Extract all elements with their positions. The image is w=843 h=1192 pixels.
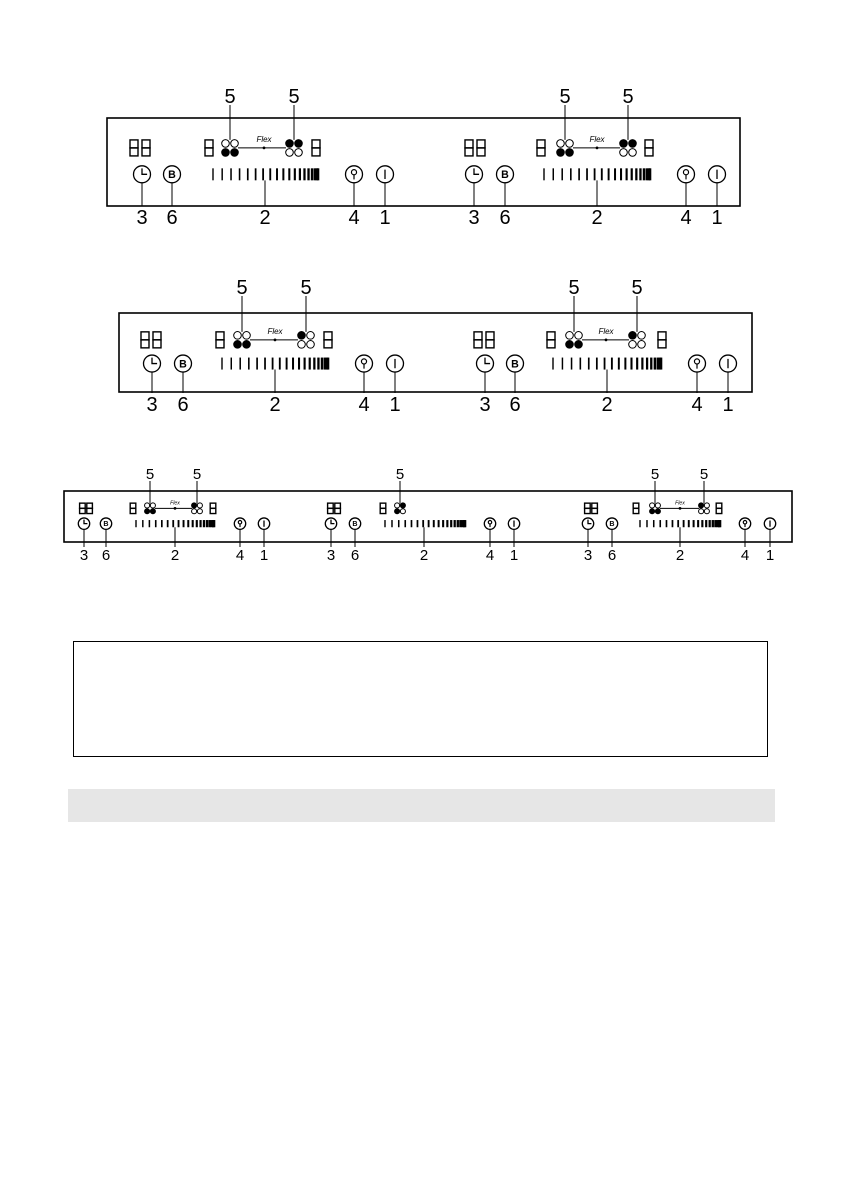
callout-label-bottom: 6 xyxy=(101,547,111,564)
callout-label-bottom: 4 xyxy=(485,547,495,564)
zone-indicator-dot xyxy=(243,341,251,349)
zone-indicator-dot xyxy=(234,332,242,340)
callout-label-bottom: 6 xyxy=(607,547,617,564)
zone-indicator-dot xyxy=(638,332,646,340)
zone-indicator-dot xyxy=(566,332,574,340)
zone-indicator-dot xyxy=(620,149,628,157)
flex-center xyxy=(274,338,277,341)
callout-label-bottom: 1 xyxy=(711,207,723,229)
zone-indicator-dot xyxy=(295,140,303,148)
zone-indicator-dot xyxy=(629,140,637,148)
callout-label-bottom: 3 xyxy=(479,394,491,416)
callout-label-bottom: 6 xyxy=(177,394,189,416)
panel-middle-frame xyxy=(119,313,752,392)
zone-indicator-dot xyxy=(566,140,574,148)
panel-bottom xyxy=(64,466,792,564)
callout-label-bottom: 1 xyxy=(379,207,391,229)
zone-indicator-dot xyxy=(307,332,315,340)
zone-indicator-dot xyxy=(222,140,230,148)
zone-indicator-dot xyxy=(197,509,202,514)
zone-indicator-dot xyxy=(699,503,704,508)
callout-label-top: 5 xyxy=(395,466,405,483)
panel-middle xyxy=(119,277,752,416)
boost-icon-glyph: B xyxy=(511,358,519,371)
callout-label-top: 5 xyxy=(288,86,300,108)
callout-label-bottom: 4 xyxy=(358,394,370,416)
flex-label: Flex xyxy=(675,500,685,507)
flex-center xyxy=(263,147,266,150)
callout-label-bottom: 6 xyxy=(499,207,511,229)
callout-label-bottom: 4 xyxy=(348,207,360,229)
zone-indicator-dot xyxy=(307,341,315,349)
callout-label-bottom: 1 xyxy=(722,394,734,416)
callout-label-bottom: 4 xyxy=(680,207,692,229)
zone-indicator-dot xyxy=(629,149,637,157)
callout-label-top: 5 xyxy=(145,466,155,483)
callout-label-bottom: 4 xyxy=(235,547,245,564)
zone-indicator-dot xyxy=(650,509,655,514)
flex-center xyxy=(596,147,599,150)
boost-icon-glyph: B xyxy=(168,169,176,182)
boost-icon-glyph: B xyxy=(103,520,109,529)
zone-indicator-dot xyxy=(286,149,294,157)
zone-indicator-dot xyxy=(295,149,303,157)
callout-label-bottom: 6 xyxy=(509,394,521,416)
zone-indicator-dot xyxy=(629,332,637,340)
zone-indicator-dot xyxy=(231,140,239,148)
callout-label-bottom: 3 xyxy=(326,547,336,564)
zone-indicator-dot xyxy=(145,509,150,514)
callout-label-bottom: 4 xyxy=(740,547,750,564)
zone-indicator-dot xyxy=(150,509,155,514)
section-bar xyxy=(68,789,775,822)
callout-label-bottom: 2 xyxy=(675,547,685,564)
callout-label-bottom: 2 xyxy=(259,207,271,229)
callout-label-bottom: 2 xyxy=(170,547,180,564)
zone-indicator-dot xyxy=(243,332,251,340)
zone-indicator-dot xyxy=(192,503,197,508)
callout-label-bottom: 3 xyxy=(146,394,158,416)
callout-label-bottom: 6 xyxy=(166,207,178,229)
zone-indicator-dot xyxy=(575,341,583,349)
note-box xyxy=(73,641,768,757)
zone-indicator-dot xyxy=(400,509,405,514)
flex-center xyxy=(605,338,608,341)
callout-label-bottom: 2 xyxy=(269,394,281,416)
callout-label-top: 5 xyxy=(568,277,580,299)
zone-indicator-dot xyxy=(145,503,150,508)
callout-label-bottom: 1 xyxy=(765,547,775,564)
zone-indicator-dot xyxy=(150,503,155,508)
boost-icon-glyph: B xyxy=(501,169,509,182)
flex-label: Flex xyxy=(170,500,180,507)
callout-label-bottom: 1 xyxy=(389,394,401,416)
callout-label-top: 5 xyxy=(650,466,660,483)
zone-indicator-dot xyxy=(298,332,306,340)
callout-label-bottom: 1 xyxy=(259,547,269,564)
flex-label: Flex xyxy=(598,326,614,336)
flex-center xyxy=(679,507,682,510)
callout-label-bottom: 2 xyxy=(601,394,613,416)
zone-indicator-dot xyxy=(655,503,660,508)
callout-label-top: 5 xyxy=(224,86,236,108)
callout-label-bottom: 4 xyxy=(691,394,703,416)
callout-label-top: 5 xyxy=(559,86,571,108)
zone-indicator-dot xyxy=(395,503,400,508)
zone-indicator-dot xyxy=(231,149,239,157)
zone-indicator-dot xyxy=(629,341,637,349)
zone-indicator-dot xyxy=(395,509,400,514)
zone-indicator-dot xyxy=(557,140,565,148)
zone-indicator-dot xyxy=(197,503,202,508)
callout-label-top: 5 xyxy=(699,466,709,483)
callout-label-top: 5 xyxy=(622,86,634,108)
boost-icon-glyph: B xyxy=(179,358,187,371)
callout-label-bottom: 2 xyxy=(419,547,429,564)
zone-indicator-dot xyxy=(566,341,574,349)
zone-indicator-dot xyxy=(298,341,306,349)
callout-label-bottom: 3 xyxy=(468,207,480,229)
callout-label-bottom: 3 xyxy=(583,547,593,564)
flex-label: Flex xyxy=(589,134,605,144)
zone-indicator-dot xyxy=(557,149,565,157)
flex-center xyxy=(174,507,177,510)
callout-label-bottom: 6 xyxy=(350,547,360,564)
flex-label: Flex xyxy=(256,134,272,144)
callout-label-bottom: 2 xyxy=(591,207,603,229)
boost-icon-glyph: B xyxy=(352,520,358,529)
zone-indicator-dot xyxy=(566,149,574,157)
zone-indicator-dot xyxy=(638,341,646,349)
callout-label-top: 5 xyxy=(631,277,643,299)
zone-indicator-dot xyxy=(704,503,709,508)
zone-indicator-dot xyxy=(704,509,709,514)
zone-indicator-dot xyxy=(575,332,583,340)
panel-top xyxy=(107,86,740,229)
zone-indicator-dot xyxy=(222,149,230,157)
boost-icon-glyph: B xyxy=(609,520,615,529)
callout-label-top: 5 xyxy=(300,277,312,299)
zone-indicator-dot xyxy=(650,503,655,508)
zone-indicator-dot xyxy=(699,509,704,514)
zone-indicator-dot xyxy=(286,140,294,148)
zone-indicator-dot xyxy=(400,503,405,508)
callout-label-bottom: 3 xyxy=(79,547,89,564)
callout-label-top: 5 xyxy=(236,277,248,299)
callout-label-bottom: 3 xyxy=(136,207,148,229)
zone-indicator-dot xyxy=(234,341,242,349)
zone-indicator-dot xyxy=(655,509,660,514)
zone-indicator-dot xyxy=(620,140,628,148)
callout-label-bottom: 1 xyxy=(509,547,519,564)
panel-bottom-frame xyxy=(64,491,792,542)
zone-indicator-dot xyxy=(192,509,197,514)
callout-label-top: 5 xyxy=(192,466,202,483)
flex-label: Flex xyxy=(267,326,283,336)
panel-top-frame xyxy=(107,118,740,206)
